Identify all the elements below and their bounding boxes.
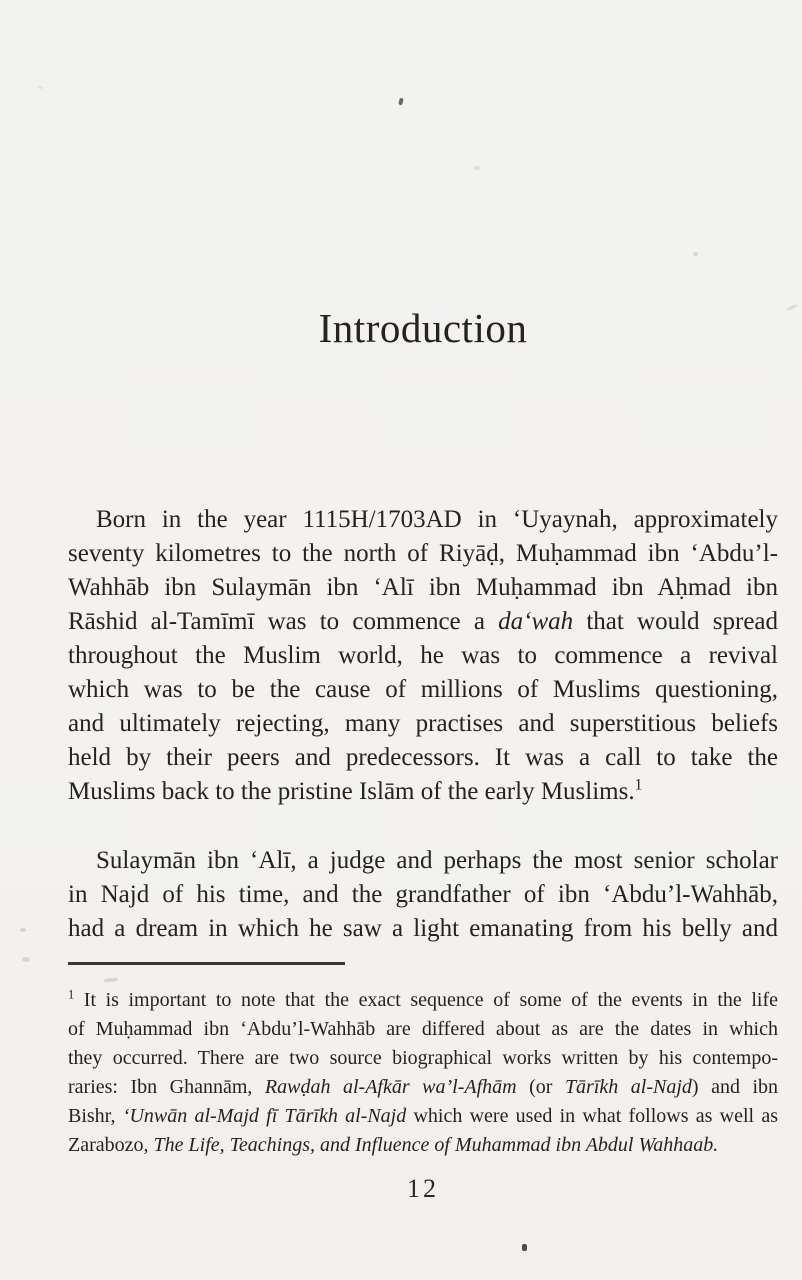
- text-line: Zarabozo, The Life, Teachings, and Influence of Muhammad ibn Abdul Wahhaab.: [68, 1134, 719, 1156]
- text-line: and ultimately rejecting, many practises and superstitious beliefs: [68, 710, 778, 737]
- scan-artifact: [693, 252, 698, 256]
- footnote-rule: [68, 962, 345, 965]
- text-line: of Muḥammad ibn ‘Abdu’l-Wahhāb are differed about as are the dates in which: [68, 1018, 778, 1040]
- scan-artifact: [786, 303, 798, 311]
- scan-artifact: [20, 928, 26, 932]
- body-paragraph-2: [68, 844, 778, 946]
- chapter-title: Introduction: [318, 305, 528, 352]
- page-number: 12: [407, 1174, 439, 1203]
- text-line: Sulaymān ibn ‘Alī, a judge and perhaps the most senior scholar: [96, 847, 778, 874]
- text-line: Rāshid al-Tamīmī was to commence a da‘wah that would spread: [68, 608, 778, 635]
- text-line: Born in the year 1115H/1703AD in ‘Uyaynah, approximately: [96, 506, 778, 533]
- scan-artifact: [474, 166, 480, 170]
- scan-artifact: [22, 957, 30, 962]
- text-line: had a dream in which he saw a light emanating from his belly and: [68, 915, 778, 942]
- text-line: Muslims back to the pristine Islām of the early Muslims.$^1$: [68, 776, 643, 805]
- scan-artifact: [38, 86, 43, 89]
- text-line: Wahhāb ibn Sulaymān ibn ‘Alī ibn Muḥammad ibn Aḥmad ibn: [68, 574, 778, 601]
- text-line: in Najd of his time, and the grandfather of ibn ‘Abdu’l-Wahhāb,: [68, 881, 778, 908]
- footnote: [68, 986, 778, 1160]
- text-line: Bishr, ‘Unwān al-Majd fī Tārīkh al-Najd which were used in what follows as well as: [68, 1105, 778, 1127]
- text-line: they occurred. There are two source biographical works written by his contempo-: [68, 1047, 778, 1069]
- text-line: seventy kilometres to the north of Riyāḍ, Muḥammad ibn ‘Abdu’l-: [68, 540, 778, 567]
- text-line: throughout the Muslim world, he was to commence a revival: [68, 642, 778, 669]
- text-line: raries: Ibn Ghannām, Rawḍah al-Afkār wa’l-Afhām (or Tārīkh al-Najd) and ibn: [68, 1076, 778, 1098]
- scan-artifact: [522, 1244, 527, 1251]
- text-line: held by their peers and predecessors. It was a call to take the: [68, 744, 778, 771]
- scan-artifact: [398, 98, 404, 106]
- text-line: which was to be the cause of millions of Muslims questioning,: [68, 676, 778, 703]
- body-paragraph-1: [68, 503, 778, 809]
- text-line: $^1$ It is important to note that the exact sequence of some of the events in the life: [68, 987, 778, 1011]
- scan-artifact: [104, 977, 118, 982]
